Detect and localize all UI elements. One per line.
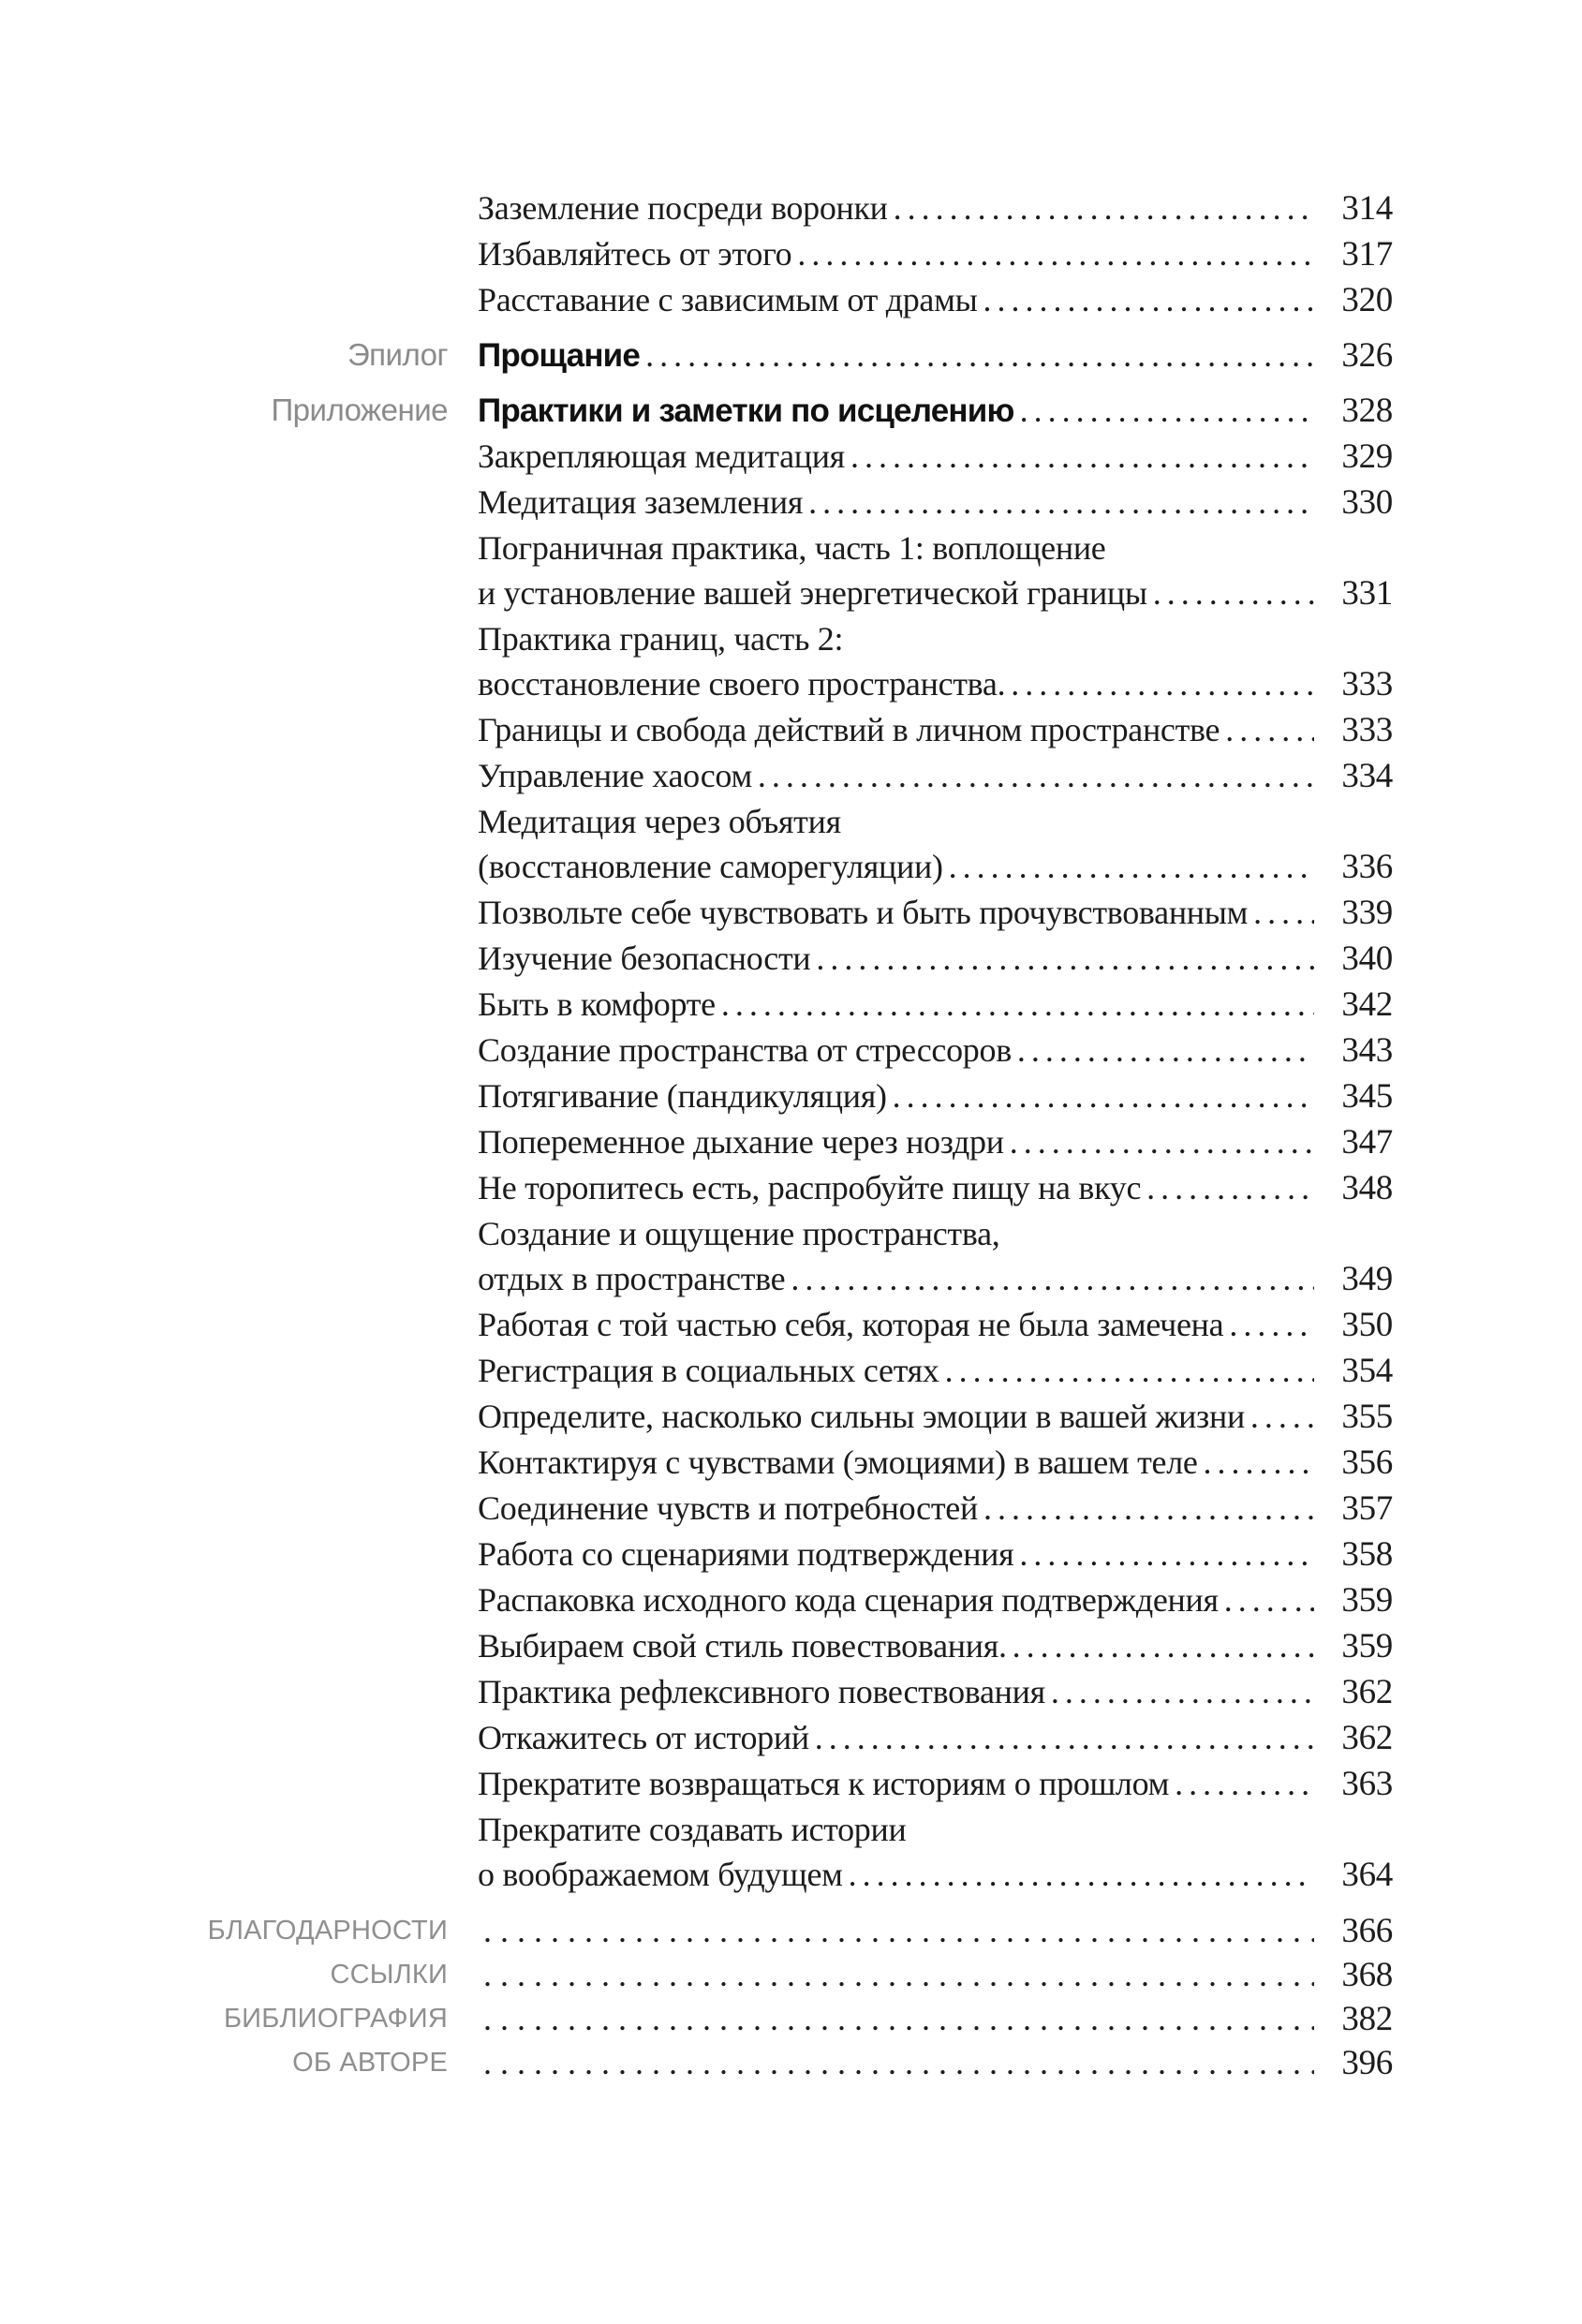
- section-label: [197, 890, 448, 936]
- section-label: [197, 1623, 448, 1669]
- toc-entry-title: Медитация заземления: [478, 483, 804, 521]
- section-label: [197, 231, 448, 277]
- toc-entry-title: Практики и заметки по исцелению: [478, 392, 1014, 429]
- toc-entry-row: [197, 753, 1393, 799]
- backmatter-entry: [478, 1953, 1393, 1997]
- toc-entry-row: [197, 707, 1393, 753]
- toc-entry-title: о воображаемом будущем: [478, 1856, 843, 1893]
- dot-leader: [1229, 1302, 1314, 1347]
- dot-leader: [1010, 1119, 1314, 1164]
- backmatter-list: [197, 1909, 1393, 2085]
- toc-entry-title: и установление вашей энергетической границы: [478, 574, 1147, 612]
- toc-entry: [478, 277, 1393, 323]
- toc-entry-title: Откажитесь от историй: [478, 1719, 809, 1756]
- page-number: 362: [1341, 1673, 1393, 1711]
- toc-entry-line: [478, 661, 1393, 707]
- dot-leader: [797, 231, 1314, 276]
- page-number: 366: [1341, 1912, 1393, 1950]
- section-label: [197, 753, 448, 799]
- toc-entry-row: [197, 1348, 1393, 1394]
- toc-entry: [478, 1165, 1393, 1211]
- section-label: [197, 982, 448, 1028]
- page-number: 328: [1341, 392, 1393, 430]
- page-number: 334: [1341, 757, 1393, 795]
- toc-entry-line: [478, 1761, 1393, 1807]
- page-number: 362: [1341, 1719, 1393, 1757]
- dot-leader: [1204, 1440, 1314, 1485]
- backmatter-label: ССЫЛКИ: [330, 1960, 448, 1990]
- backmatter-row: [197, 1909, 1393, 1953]
- dot-leader: [791, 1256, 1314, 1301]
- page-number: 343: [1341, 1031, 1393, 1070]
- toc-entry-line: [478, 1852, 1393, 1898]
- toc-entry-title: Распаковка исходного кода сценария подтверждения: [478, 1581, 1219, 1619]
- page-number: 340: [1341, 940, 1393, 978]
- toc-entry: [478, 1669, 1393, 1715]
- toc-entry-line: [478, 1165, 1393, 1211]
- toc-entry-title: Закрепляющая медитация: [478, 437, 845, 475]
- toc-entry: [478, 1807, 1393, 1898]
- backmatter-entry: [478, 1909, 1393, 1953]
- toc-entry-title: Пограничная практика, часть 1: воплощение: [478, 529, 1106, 567]
- toc-entry-title: Регистрация в социальных сетях: [478, 1352, 939, 1389]
- section-label: [197, 185, 448, 231]
- page-number: 347: [1341, 1123, 1393, 1162]
- section-label: [197, 1073, 448, 1119]
- toc-entry: [478, 1532, 1393, 1577]
- page-number: 349: [1341, 1260, 1393, 1298]
- dot-leader: [1153, 570, 1314, 615]
- dot-leader: [1175, 1761, 1314, 1806]
- section-label: [197, 277, 448, 323]
- toc-entry-row: [197, 231, 1393, 277]
- dot-leader: [483, 1997, 1314, 2040]
- backmatter-line: [478, 1953, 1393, 1997]
- page-number: 363: [1341, 1765, 1393, 1803]
- dot-leader: [1019, 1532, 1314, 1576]
- section-label: [197, 936, 448, 982]
- toc-entry: [478, 480, 1393, 525]
- toc-entry-line: [478, 480, 1393, 525]
- toc-entry-title: Потягивание (пандикуляция): [478, 1077, 887, 1115]
- dot-leader: [1250, 1394, 1314, 1439]
- dot-leader: [1225, 707, 1314, 752]
- toc-entry: [478, 1761, 1393, 1807]
- section-label: [197, 1348, 448, 1394]
- toc-entry-title: Расставание с зависимым от драмы: [478, 281, 978, 318]
- toc-entry-row: [197, 616, 1393, 707]
- dot-leader: [983, 277, 1314, 322]
- toc-entry-title: Попеременное дыхание через ноздри: [478, 1123, 1004, 1161]
- backmatter-line: [478, 1997, 1393, 2041]
- page-number: 382: [1341, 2000, 1393, 2038]
- toc-entry-row: [197, 1669, 1393, 1715]
- toc-entry: [478, 1486, 1393, 1532]
- toc-entry-line: [478, 1028, 1393, 1073]
- toc-entry: [478, 1119, 1393, 1165]
- toc-entry-title: Работа со сценариями подтверждения: [478, 1535, 1014, 1573]
- page-number: 356: [1341, 1443, 1393, 1482]
- toc-entry-line: [478, 1302, 1393, 1348]
- toc-entry: [478, 525, 1393, 616]
- table-of-contents: [197, 185, 1393, 2085]
- dot-leader: [945, 1348, 1314, 1393]
- toc-entry-list: [197, 185, 1393, 1898]
- toc-entry-row: [197, 1073, 1393, 1119]
- toc-entry-title: Соединение чувств и потребностей: [478, 1489, 978, 1527]
- toc-entry-row: [197, 1761, 1393, 1807]
- toc-entry-row: [197, 434, 1393, 480]
- toc-entry-title: Определите, насколько сильны эмоции в вашей жизни: [478, 1398, 1245, 1435]
- toc-entry-title: восстановление своего пространства.: [478, 665, 1006, 703]
- toc-entry-title: Изучение безопасности: [478, 940, 811, 977]
- toc-entry-line: [478, 844, 1393, 890]
- toc-entry: [478, 753, 1393, 799]
- toc-entry-line: [478, 1715, 1393, 1761]
- toc-entry-line: [478, 525, 1393, 570]
- dot-leader: [815, 1715, 1314, 1760]
- toc-entry-line: [478, 799, 1393, 844]
- page-number: 354: [1341, 1352, 1393, 1390]
- dot-leader: [1146, 1165, 1314, 1210]
- dot-leader: [808, 480, 1314, 525]
- dot-leader: [1013, 1623, 1314, 1668]
- toc-entry: [478, 1715, 1393, 1761]
- toc-entry-title: Позвольте себе чувствовать и быть прочувствованным: [478, 894, 1249, 931]
- toc-entry-title: Практика рефлексивного повествования: [478, 1673, 1045, 1710]
- section-label: [197, 1532, 448, 1577]
- page-number: 333: [1341, 665, 1393, 703]
- toc-entry-row: [197, 1715, 1393, 1761]
- backmatter-label: БИБЛИОГРАФИЯ: [223, 2004, 448, 2034]
- toc-entry: [478, 1028, 1393, 1073]
- toc-entry-line: [478, 707, 1393, 753]
- toc-entry-row: [197, 1486, 1393, 1532]
- toc-entry-row: [197, 799, 1393, 890]
- dot-leader: [721, 982, 1314, 1027]
- section-label: [197, 1211, 448, 1302]
- page-number: 359: [1341, 1627, 1393, 1665]
- toc-entry: [478, 1623, 1393, 1669]
- page-number: 336: [1341, 848, 1393, 886]
- toc-entry: [478, 707, 1393, 753]
- backmatter-entry: [478, 1997, 1393, 2041]
- dot-leader: [483, 1953, 1314, 1996]
- page-number: 345: [1341, 1077, 1393, 1116]
- page-number: 364: [1341, 1856, 1393, 1894]
- toc-entry: [478, 388, 1393, 434]
- toc-entry: [478, 434, 1393, 480]
- toc-entry-title: Не торопитесь есть, распробуйте пищу на вкус: [478, 1169, 1142, 1206]
- toc-entry-line: [478, 570, 1393, 616]
- toc-entry-title: Прекратите создавать истории: [478, 1811, 907, 1848]
- toc-entry-row: [197, 1119, 1393, 1165]
- toc-entry-row: [197, 1807, 1393, 1898]
- dot-leader: [894, 185, 1314, 230]
- toc-entry-row: [197, 333, 1393, 378]
- toc-entry: [478, 616, 1393, 707]
- toc-entry-row: [197, 1394, 1393, 1440]
- section-label: [197, 525, 448, 616]
- toc-entry-line: [478, 1440, 1393, 1486]
- toc-entry-row: [197, 1211, 1393, 1302]
- dot-leader: [1224, 1577, 1314, 1622]
- dot-leader: [949, 844, 1314, 889]
- toc-entry-line: [478, 1623, 1393, 1669]
- page-number: 326: [1341, 336, 1393, 375]
- page-number: 320: [1341, 281, 1393, 319]
- toc-entry-title: Создание и ощущение пространства,: [478, 1215, 1000, 1252]
- section-label: [197, 480, 448, 525]
- toc-entry-title: Границы и свобода действий в личном пространстве: [478, 711, 1220, 748]
- section-label: [197, 1807, 448, 1898]
- toc-entry-title: Быть в комфорте: [478, 985, 716, 1023]
- dot-leader: [983, 1486, 1314, 1531]
- section-label: [197, 707, 448, 753]
- toc-entry-line: [478, 616, 1393, 661]
- toc-entry: [478, 231, 1393, 277]
- section-label: Приложение: [271, 392, 448, 427]
- toc-entry-line: [478, 1073, 1393, 1119]
- toc-entry-line: [478, 1486, 1393, 1532]
- toc-entry-row: [197, 525, 1393, 616]
- dot-leader: [1253, 890, 1314, 935]
- toc-entry-title: Медитация через объятия: [478, 803, 841, 840]
- toc-entry-line: [478, 1394, 1393, 1440]
- section-label: [197, 434, 448, 480]
- toc-entry-line: [478, 1256, 1393, 1302]
- toc-entry-line: [478, 388, 1393, 434]
- toc-entry: [478, 890, 1393, 936]
- backmatter-line: [478, 1909, 1393, 1953]
- dot-leader: [849, 1852, 1314, 1897]
- section-label: [197, 1715, 448, 1761]
- toc-entry-row: [197, 982, 1393, 1028]
- toc-entry: [478, 333, 1393, 378]
- toc-entry: [478, 185, 1393, 231]
- toc-entry-row: [197, 936, 1393, 982]
- dot-leader: [1020, 388, 1314, 433]
- toc-entry-line: [478, 1211, 1393, 1256]
- backmatter-label: ОБ АВТОРЕ: [292, 2048, 448, 2078]
- section-label: Эпилог: [347, 337, 448, 372]
- toc-entry-title: Заземление посреди воронки: [478, 189, 888, 227]
- section-label: [197, 1577, 448, 1623]
- toc-entry-line: [478, 1807, 1393, 1852]
- toc-entry-row: [197, 185, 1393, 231]
- toc-entry-row: [197, 1577, 1393, 1623]
- toc-entry-title: Избавляйтесь от этого: [478, 235, 792, 273]
- section-label: [197, 1028, 448, 1073]
- toc-entry-line: [478, 1532, 1393, 1577]
- toc-entry-line: [478, 1348, 1393, 1394]
- toc-entry-line: [478, 890, 1393, 936]
- page-number: 368: [1341, 1956, 1393, 1994]
- toc-entry-line: [478, 982, 1393, 1028]
- section-label: [197, 1119, 448, 1165]
- backmatter-label: БЛАГОДАРНОСТИ: [207, 1916, 448, 1946]
- dot-leader: [645, 333, 1314, 377]
- toc-entry-line: [478, 1669, 1393, 1715]
- page-number: 330: [1341, 483, 1393, 522]
- toc-entry-row: [197, 277, 1393, 323]
- toc-entry: [478, 799, 1393, 890]
- dot-leader: [816, 936, 1314, 981]
- page-number: 357: [1341, 1489, 1393, 1528]
- page-number: 333: [1341, 711, 1393, 749]
- backmatter-row: [197, 1997, 1393, 2041]
- page-number: 331: [1341, 574, 1393, 613]
- toc-entry-title: (восстановление саморегуляции): [478, 848, 943, 885]
- toc-entry: [478, 1211, 1393, 1302]
- dot-leader: [850, 434, 1314, 479]
- backmatter-row: [197, 1953, 1393, 1997]
- backmatter-line: [478, 2041, 1393, 2085]
- page-number: 339: [1341, 894, 1393, 932]
- dot-leader: [1011, 661, 1314, 706]
- section-label: [197, 1761, 448, 1807]
- toc-entry-row: [197, 1028, 1393, 1073]
- page-number: 355: [1341, 1398, 1393, 1436]
- toc-entry-row: [197, 1165, 1393, 1211]
- page-number: 358: [1341, 1535, 1393, 1574]
- toc-entry-line: [478, 277, 1393, 323]
- toc-entry-row: [197, 890, 1393, 936]
- toc-entry-title: Прекратите возвращаться к историям о прошлом: [478, 1765, 1170, 1802]
- toc-entry-line: [478, 1577, 1393, 1623]
- dot-leader: [1051, 1669, 1314, 1714]
- toc-entry-title: Выбираем свой стиль повествования.: [478, 1627, 1007, 1665]
- toc-entry: [478, 982, 1393, 1028]
- dot-leader: [758, 753, 1314, 798]
- page-number: 359: [1341, 1581, 1393, 1620]
- section-label: [197, 616, 448, 707]
- page-number: 396: [1341, 2044, 1393, 2082]
- toc-entry-row: [197, 388, 1393, 434]
- toc-entry: [478, 936, 1393, 982]
- toc-entry-line: [478, 333, 1393, 378]
- toc-entry-line: [478, 434, 1393, 480]
- section-label: [197, 1394, 448, 1440]
- toc-entry-row: [197, 1302, 1393, 1348]
- section-label: [197, 1486, 448, 1532]
- page-number: 329: [1341, 437, 1393, 476]
- toc-entry-title: Создание пространства от стрессоров: [478, 1031, 1012, 1069]
- page-number: 342: [1341, 985, 1393, 1024]
- backmatter-entry: [478, 2041, 1393, 2085]
- section-label: [197, 799, 448, 890]
- toc-entry-line: [478, 231, 1393, 277]
- toc-entry: [478, 1073, 1393, 1119]
- section-label: [197, 1440, 448, 1486]
- toc-entry-row: [197, 1623, 1393, 1669]
- section-label: [197, 1302, 448, 1348]
- toc-entry-row: [197, 1532, 1393, 1577]
- dot-leader: [483, 2041, 1314, 2084]
- dot-leader: [483, 1909, 1314, 1952]
- toc-entry-title: Управление хаосом: [478, 757, 752, 794]
- toc-entry-line: [478, 936, 1393, 982]
- toc-entry-line: [478, 185, 1393, 231]
- page-number: 350: [1341, 1306, 1393, 1344]
- toc-entry: [478, 1302, 1393, 1348]
- toc-entry-line: [478, 753, 1393, 799]
- toc-entry: [478, 1577, 1393, 1623]
- page-number: 348: [1341, 1169, 1393, 1207]
- section-label: [197, 1669, 448, 1715]
- dot-leader: [1017, 1028, 1314, 1073]
- toc-entry-title: Прощание: [478, 337, 641, 374]
- toc-entry-title: Практика границ, часть 2:: [478, 620, 844, 658]
- toc-entry-title: Контактируя с чувствами (эмоциями) в вашем теле: [478, 1443, 1198, 1481]
- page-number: 314: [1341, 189, 1393, 228]
- dot-leader: [893, 1073, 1314, 1118]
- toc-entry: [478, 1348, 1393, 1394]
- toc-entry-title: Работая с той частью себя, которая не была замечена: [478, 1306, 1224, 1343]
- toc-entry: [478, 1394, 1393, 1440]
- toc-entry-title: отдых в пространстве: [478, 1260, 786, 1297]
- section-label: [197, 1165, 448, 1211]
- backmatter-row: [197, 2041, 1393, 2085]
- toc-entry-row: [197, 480, 1393, 525]
- page-number: 317: [1341, 235, 1393, 274]
- toc-entry-row: [197, 1440, 1393, 1486]
- toc-entry-line: [478, 1119, 1393, 1165]
- toc-entry: [478, 1440, 1393, 1486]
